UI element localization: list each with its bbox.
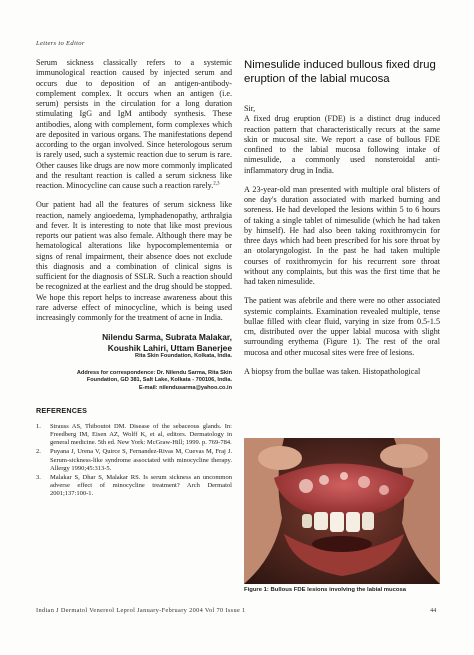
reference-text: Strauss AS, Thiboutot DM. Disease of the sebaceous glands. In: Freedberg IM, Eisen AZ, Wolff K, et al, editors. Dermatology in general medicine. 5th ed. New York: McGraw-Hill; 1999. p. 769-784.	[50, 422, 232, 447]
affiliation: Rita Skin Foundation, Kolkata, India.	[135, 353, 232, 360]
right-paragraph-2: A 23-year-old man presented with multiple oral blisters of one day's duration associated with marked burning and soreness. He had developed the lesions within 5 to 6 hours of taking a single tablet of nimesulide (which he had taken by himself). He had also been taking roxithromycin for three days which had been prescribed for his sore throat by an otolaryngologist. In the past he had taken multiple courses of roxithromycin for his recurrent sore throat without any complaints, but this was the first time that he had taken nimesulide.	[244, 184, 440, 286]
left-column	[36, 58, 232, 500]
reference-item	[36, 474, 232, 499]
authors-line-1: Nilendu Sarma, Subrata Malakar,	[102, 332, 232, 343]
correspondence-line-2: Foundation, GD 381, Salt Lake, Kolkata - 700106, India.	[86, 377, 232, 384]
reference-number: 3.	[36, 474, 41, 482]
reference-number: 2.	[36, 448, 41, 456]
reference-item	[36, 448, 232, 473]
reference-number: 1.	[36, 422, 41, 430]
correspondence-block	[54, 370, 232, 392]
left-paragraph-1: Serum sickness classically refers to a systemic immunological reaction caused by injected serum and occurs due to deposition of an antigen-antibody-complement complex. It occurs when an antigen (i.e. serum) persists in the circulation for a long duration stimulating IgG and IgM antibody synthesis. These antibodies, along with complement, form complexes which are deposited in various organs. The manifestations depend according to the organ involved. Since heterologous serum is rarely used, such a systemic reaction due to serum is rare. Other causes like drugs are now more commonly implicated and the resultant reaction is called a serum sickness like reaction. Minocycline can cause such a reaction rarely.$^{2,3}$	[36, 58, 232, 190]
author-list	[36, 332, 232, 353]
journal-footer: Indian J Dermatol Venereol Leprol January-February 2004 Vol 70 Issue 1	[36, 607, 246, 614]
lip-lesion-illustration	[244, 438, 440, 584]
figure-caption: Figure 1: Bullous FDE lesions involving the labial mucosa	[244, 587, 407, 593]
clinical-photograph	[244, 438, 440, 584]
reference-item	[36, 423, 232, 448]
left-paragraph-2: Our patient had all the features of serum sickness like reaction, namely angioedema, lymphadenopathy, arthralgia and fever. It is interesting to note that like most previous reports our patient was also female. Although there may be hematological alterations like hypocomplementemia or signs of renal impairment, their absence does not exclude this diagnosis and a combination of clinical signs is sufficient for the diagnosis of SSLR. Such a reaction should be recognized at the earliest and the drug should be stopped. We hope this report helps to increase awareness about this rare adverse effect of minocycline, which is being used increasingly commonly for the treatment of acne in India.	[36, 200, 232, 322]
right-paragraph-3: The patient was afebrile and there were no other associated systemic complaints. Examination revealed multiple, tense bullae filled with clear fluid, varying in size from 0.5-1.5 cm, distributed over the upper labial mucosa with slight surrounding erythema (Figure 1). The rest of the oral mucosa and other mucosal sites were free of lesions.	[244, 296, 440, 357]
section-label: Letters to Editor	[36, 40, 85, 47]
authors-line-2: Koushik Lahiri, Uttam Banerjee	[107, 342, 232, 353]
salutation: Sir,	[244, 104, 256, 113]
references-heading: REFERENCES	[36, 405, 88, 415]
correspondence-line-1: Dr. Nilendu Sarma, Rita Skin	[156, 370, 232, 377]
reference-text: Malakar S, Dhar S, Malakar RS. Is serum sickness an uncommon adverse effect of minocycline treatment? Arch Dermatol 2001;137:100-1.	[50, 474, 232, 498]
citation-superscript: 2,3	[213, 181, 220, 187]
reference-text: Puyana J, Urena V, Quirce S, Fernandez-Rivas M, Cuevas M, Fraj J. Serum-sickness-like syndrome associated with minocycline therapy. Allergy 1990;45:313-5.	[50, 448, 232, 472]
right-paragraph-4: A biopsy from the bullae was taken. Histopathological	[244, 366, 421, 376]
article-title: Nimesulide induced bullous fixed drug eruption of the labial mucosa	[244, 59, 436, 85]
reference-list	[36, 423, 232, 499]
page-number: 44	[430, 607, 437, 614]
correspondence-email: E-mail: nilendusarma@yahoo.co.in	[138, 384, 232, 391]
right-column	[244, 58, 440, 377]
correspondence-label: Address for correspondence:	[76, 370, 156, 377]
right-paragraph-1: A fixed drug eruption (FDE) is a distinct drug induced reaction pattern that characteristically recurs at the same skin or mucosal site. We report a case of bullous FDE confined to the labial mucosa following intake of nimesulide, a commonly used nonsteroidal anti-inflammatory drug in India.	[244, 114, 440, 175]
